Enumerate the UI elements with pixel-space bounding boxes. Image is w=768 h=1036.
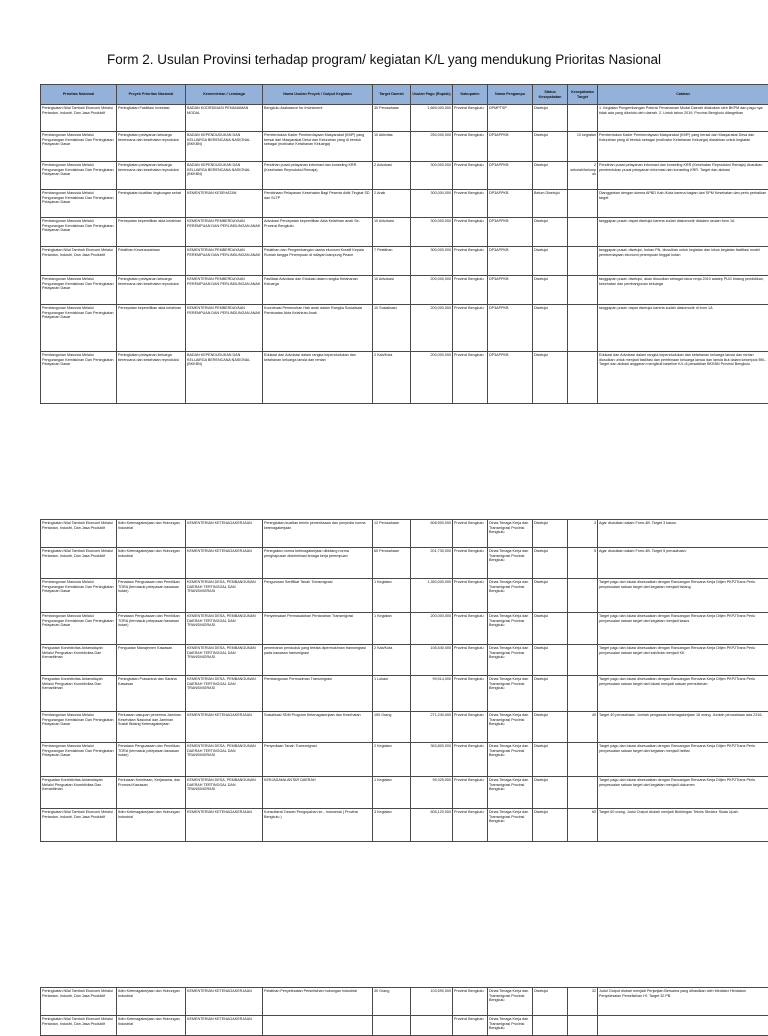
usulan-cell: Konsultansi Dewan Pengupahan se - Indonesia ( Provinsi Bengkulu ) — [263, 809, 373, 842]
prioritas-cell: Peningkatan Nilai Tambah Ekonomi Melalui Pertanian, Industri, Dan Jasa Produktif — [41, 247, 117, 276]
catatan-cell: Target pagu dan lokasi disesuaikan dengan Rancangan Rencana Kerja Ditjen PKP2Trans Perlu penyesuaian satuan target dari kegiatan menjadi bidang — [598, 579, 768, 613]
table-row — [41, 218, 768, 247]
kesepakatan-cell — [568, 579, 598, 613]
usulan-cell: Penyediaan Tanah Transmigrasi — [263, 743, 373, 777]
status-cell: Disetujui — [533, 162, 568, 190]
proyek-cell: Penguatan Manajemen Kawasan — [117, 645, 186, 676]
pagu-cell: 363,800,000 — [411, 743, 453, 777]
kabupaten-cell: Provinsi Bengkulu — [453, 579, 488, 613]
kabupaten-cell: Provinsi Bengkulu — [453, 712, 488, 743]
status-cell: Disetujui — [533, 613, 568, 645]
kementerian-cell: KEMENTERIAN DESA, PEMBANGUNAN DAERAH TERTINGGAL DAN TRANSMIGRASI — [186, 676, 263, 712]
status-cell: Disetujui — [533, 352, 568, 404]
target-cell: 2 Kab/Kota — [373, 645, 411, 676]
catatan-cell: tanggapan pusat: dapat disetujui karena sudah diakomodir didalam usulan form 1A — [598, 218, 768, 247]
proyek-cell: Percepatan kepemilikan akta kelahiran — [117, 218, 186, 247]
catatan-cell: Target pagu dan lokasi disesuaikan dengan Rancangan Rencana Kerja Ditjen PKP2Trans Perlu penyesuaian satuan target dari lokasi menjadi satuan permukiman — [598, 676, 768, 712]
column-header: Nama Usulan Proyek / Output Kegiatan — [263, 85, 373, 105]
kesepakatan-cell — [568, 190, 598, 218]
kementerian-cell: KEMENTERIAN PEMBERDAYAAN PEREMPUAN DAN PERLINDUNGAN ANAK — [186, 305, 263, 352]
pengampu-cell: DP3APPKB — [488, 352, 533, 404]
target-cell: 1 Kegiatan — [373, 579, 411, 613]
target-cell: 10 Aktivitas — [373, 132, 411, 162]
catatan-cell: tanggapan pusat: dapat disetujui karena sudah diakomodir di form 1A — [598, 305, 768, 352]
kesepakatan-cell — [568, 645, 598, 676]
usulan-cell: Pelatihan dan Pengembangan usaha ekonomi Kreatif Kepala Rumah tangga Perempuan di wilayah kampung Peace — [263, 247, 373, 276]
status-cell: Disetujui — [533, 988, 568, 1016]
status-cell: Disetujui — [533, 579, 568, 613]
target-cell: 2 Kegiatan — [373, 743, 411, 777]
kabupaten-cell: Provinsi Bengkulu — [453, 676, 488, 712]
kabupaten-cell: Provinsi Bengkulu — [453, 218, 488, 247]
pagu-cell: 200,000,000 — [411, 305, 453, 352]
column-header: Catatan — [598, 85, 768, 105]
kesepakatan-cell — [568, 218, 598, 247]
usulan-cell: Pembangunan Permukiman Transmigrasi — [263, 676, 373, 712]
kesepakatan-cell — [568, 247, 598, 276]
pagu-cell: 1,350,000,000 — [411, 579, 453, 613]
pagu-cell: 250,000,000 — [411, 132, 453, 162]
table-row — [41, 190, 768, 218]
proyek-cell: Penataan Penguasaan dan Pemilikan TORA (termasuk pelepasan kawasan hutan) — [117, 743, 186, 777]
catatan-cell: Agar diusulkan dalam Form-4B. Target 3 kasus. — [598, 520, 768, 548]
pagu-cell: 201,730,000 — [411, 548, 453, 579]
proyek-cell: Peningkatan pelayanan keluarga berencana dan kesehatan reproduksi — [117, 132, 186, 162]
kesepakatan-cell: 60 — [568, 809, 598, 842]
pagu-cell: 103,590,000 — [411, 988, 453, 1016]
kesepakatan-cell — [568, 777, 598, 809]
kementerian-cell: BADAN KEPENDUDUKAN DAN KELUARGA BERENCANA NASIONAL (BKKBN) — [186, 132, 263, 162]
usulan-cell: Fasilitasi Advokasi dan Edukasi dalam rangka Ketahanan Keluarga — [263, 276, 373, 305]
target-cell: 7 Pelatihan — [373, 247, 411, 276]
kesepakatan-cell — [568, 613, 598, 645]
kementerian-cell: KEMENTERIAN DESA, PEMBANGUNAN DAERAH TERTINGGAL DAN TRANSMIGRASI — [186, 579, 263, 613]
usulan-cell: Pembentukan Kader Pemberdayaan Masyarakat (KMP) yang bersal dari Masyarakat Desa dan Kelurahan yang di bentuk sebagai (motivator Ketahanan Keluarga) — [263, 132, 373, 162]
catatan-cell: tanggapan pusat: disetujui, akan diusulkan sebagai lokus renja 2019 adalep PUG bidang pendidikan, kesehatan dan pembangunan keluarga — [598, 276, 768, 305]
catatan-cell: Target pagu dan lokasi disesuaikan dengan Rancangan Rencana Kerja Ditjen PKP2Trans Perlu penyesuaian satuan target dari kegiatan menjadi kasus — [598, 613, 768, 645]
kementerian-cell: KEMENTERIAN KETENAGAKERJAAN — [186, 520, 263, 548]
kementerian-cell: KEMENTERIAN KETENAGAKERJAAN — [186, 1016, 263, 1036]
column-header: Kabupaten — [453, 85, 488, 105]
pengampu-cell: Dinas Tenaga Kerja dan Transmigrasi Provinsi Bengkulu — [488, 645, 533, 676]
usulan-cell: Peningkatan kualitas teknis pemeriksaan dan penyedia norma ketenagakerjaan — [263, 520, 373, 548]
prioritas-cell: Pembangunan Manusia Melalui Pengurangan Kemiskinan Dan Peningkatan Pelayanan Dasar — [41, 132, 117, 162]
prioritas-cell: Pembangunan Manusia Melalui Pengurangan Kemiskinan Dan Peningkatan Pelayanan Dasar — [41, 162, 117, 190]
status-cell: Disetujui — [533, 645, 568, 676]
kabupaten-cell: Provinsi Bengkulu — [453, 305, 488, 352]
status-cell: Disetujui — [533, 218, 568, 247]
status-cell: Disetujui — [533, 305, 568, 352]
kesepakatan-cell: 5 — [568, 548, 598, 579]
table-row — [41, 1016, 768, 1036]
table-row — [41, 676, 768, 712]
usulan-cell: Advokasi Percepatan kepemilikan Akta Kelahiran anak Se-Provinsi Bengkulu — [263, 218, 373, 247]
pengampu-cell: DP3APPKB — [488, 247, 533, 276]
target-cell: 150 Orang — [373, 712, 411, 743]
catatan-cell: Target pagu dan lokasi disesuaikan dengan Rancangan Rencana Kerja Ditjen PKP2Trans Perlu penyesuaian satuan target dari kab/kota menjadi KK — [598, 645, 768, 676]
prioritas-cell: Peningkatan Nilai Tambah Ekonomi Melalui Pertanian, Industri, Dan Jasa Produktif — [41, 548, 117, 579]
prioritas-cell: Pembangunan Manusia Melalui Pengurangan Kemiskinan Dan Peningkatan Pelayanan Dasar — [41, 743, 117, 777]
pengampu-cell: DP3APPKB — [488, 190, 533, 218]
prioritas-cell: Pembangunan Manusia Melalui Pengurangan Kemiskinan Dan Peningkatan Pelayanan Dasar — [41, 190, 117, 218]
column-header: Target Daerah — [373, 85, 411, 105]
kesepakatan-cell — [568, 1016, 598, 1036]
proyek-cell: Iklim Ketenagakerjaan dan Hubungan Industrial — [117, 988, 186, 1016]
pagu-cell — [411, 1016, 453, 1036]
column-header: Status Kesepakatan — [533, 85, 568, 105]
kabupaten-cell: Provinsi Bengkulu — [453, 276, 488, 305]
usulan-cell: Sosialisasi SDM Program Ketenagakerjaan dan Kesehatan — [263, 712, 373, 743]
table-row — [41, 132, 768, 162]
usulan-cell: Penegakan norma ketenagakerjaan dibidang norma penghapusan diskriminasi tenaga kerja perempuan — [263, 548, 373, 579]
prioritas-cell: Peningkatan Nilai Tambah Ekonomi Melalui Pertanian, Industri, Dan Jasa Produktif — [41, 105, 117, 132]
status-cell: Disetujui — [533, 520, 568, 548]
proyek-cell: Perluasan cakupan penerima Jaminan Kesehatan Nasional dan Jaminan Sosial Bidang Ketenagakerjaan — [117, 712, 186, 743]
prioritas-cell: Pembangunan Manusia Melalui Pengurangan Kemiskinan Dan Peningkatan Pelayanan Dasar — [41, 613, 117, 645]
target-cell: 12 Perusahaan — [373, 520, 411, 548]
proyek-cell: Peningkatan Fasilitasi Investasi — [117, 105, 186, 132]
catatan-cell: Judul Output diubah menjadi Perjanjian Bersama yang dihasilkan oleh Mediator Hb/dalam Penyelesaian Perselisihan HI. Target 32 PB. — [598, 988, 768, 1016]
table-row — [41, 162, 768, 190]
catatan-cell — [598, 1016, 768, 1036]
prioritas-cell: Penguatan Konektivitas Antarwilayah Melalui Penguatan Konektivitas Dan Kemaritiman — [41, 777, 117, 809]
status-cell: Disetujui — [533, 712, 568, 743]
pengampu-cell: Dinas Tenaga Kerja dan Transmigrasi Provinsi Bengkulu — [488, 548, 533, 579]
pengampu-cell: Dinas Tenaga Kerja dan Transmigrasi Provinsi Bengkulu — [488, 676, 533, 712]
kesepakatan-cell: 10 kegiatan — [568, 132, 598, 162]
usulan-cell: Pendirian pusat pelayanan informasi dan konseling KRR (Kesehatan Reproduksi Remaja) — [263, 162, 373, 190]
kabupaten-cell: Provinsi Bengkulu — [453, 132, 488, 162]
pengampu-cell: DP3APPKB — [488, 305, 533, 352]
pengampu-cell: DP3APPKB — [488, 162, 533, 190]
column-header: Usulan Pagu (Rupiah) — [411, 85, 453, 105]
kementerian-cell: KEMENTERIAN PEMBERDAYAAN PEREMPUAN DAN PERLINDUNGAN ANAK — [186, 218, 263, 247]
kementerian-cell: KEMENTERIAN DESA, PEMBANGUNAN DAERAH TERTINGGAL DAN TRANSMIGRASI — [186, 645, 263, 676]
column-header: Kementerian / Lembaga — [186, 85, 263, 105]
target-cell: 1 Lokasi — [373, 676, 411, 712]
kementerian-cell: KEMENTERIAN KETENAGAKERJAAN — [186, 809, 263, 842]
status-cell: Disetujui — [533, 777, 568, 809]
kementerian-cell: KEMENTERIAN KETENAGAKERJAAN — [186, 712, 263, 743]
pagu-cell: 200,000,000 — [411, 276, 453, 305]
kabupaten-cell: Provinsi Bengkulu — [453, 1016, 488, 1036]
pagu-cell: 200,000,000 — [411, 352, 453, 404]
target-cell: 3 Kegiatan — [373, 809, 411, 842]
catatan-cell: Target 40 perusahaan. Jumlah pengawas ketenagakerjaan 16 orang. Jumlah perusahaan ada 2316. — [598, 712, 768, 743]
table-row — [41, 305, 768, 352]
kabupaten-cell: Provinsi Bengkulu — [453, 190, 488, 218]
prioritas-cell: Pembangunan Manusia Melalui Pengurangan Kemiskinan Dan Peningkatan Pelayanan Dasar — [41, 579, 117, 613]
pengampu-cell: DP3APPKB — [488, 218, 533, 247]
kementerian-cell: KEMENTERIAN DESA, PEMBANGUNAN DAERAH TERTINGGAL DAN TRANSMIGRASI — [186, 743, 263, 777]
kementerian-cell: KEMENTERIAN KETENAGAKERJAAN — [186, 548, 263, 579]
proyek-cell: Iklim Ketenagakerjaan dan Hubungan Industrial — [117, 520, 186, 548]
usulan-cell: Penyelesaian Permasalahan Pertanahan Transmigrasi — [263, 613, 373, 645]
kesepakatan-cell: 3 — [568, 520, 598, 548]
pengampu-cell: DPMPTSP — [488, 105, 533, 132]
proyek-cell: Iklim Ketenagakerjaan dan Hubungan Industrial — [117, 548, 186, 579]
table-row — [41, 276, 768, 305]
kabupaten-cell: Provinsi Bengkulu — [453, 809, 488, 842]
pengampu-cell: Dinas Tenaga Kerja dan Transmigrasi Provinsi Bengkulu — [488, 712, 533, 743]
usulan-cell: Pengurusan Sertifikat Tanah Transmigrasi — [263, 579, 373, 613]
target-cell: 30 Orang — [373, 988, 411, 1016]
kabupaten-cell: Provinsi Bengkulu — [453, 988, 488, 1016]
table-row — [41, 579, 768, 613]
usulan-cell: Koordinasi Pemenuhan Hak anak dalam Rangka Sosialisasi Pembuatan Akta Kelahiran Anak — [263, 305, 373, 352]
kesepakatan-cell: 40 — [568, 712, 598, 743]
pagu-cell: 106,540,000 — [411, 645, 453, 676]
pagu-cell: 300,000,000 — [411, 162, 453, 190]
table-row — [41, 777, 768, 809]
kabupaten-cell: Provinsi Bengkulu — [453, 520, 488, 548]
proyek-cell: Iklim Ketenagakerjaan dan Hubungan Industrial — [117, 809, 186, 842]
usulan-cell: Pelatihan Penyelesaian Perselisihan hubungan industrial — [263, 988, 373, 1016]
catatan-cell: Edukasi dan Advokasi dalam rangka kependudukan dan ketahanan keluarga lansia dan rentan diusulkan untuk menjadi fasilitasi dan pembinaan keluarga lansia dan lansia ikut dalam kelompok BKL. Target dan alokasi anggaran mengikuti baseline K/L di perwakilan BKKBN Provinsi Bengkulu — [598, 352, 768, 404]
prioritas-cell: Peningkatan Nilai Tambah Ekonomi Melalui Pertanian, Industri, Dan Jasa Produktif — [41, 809, 117, 842]
kementerian-cell: KEMENTERIAN KESEHATAN — [186, 190, 263, 218]
table-row — [41, 645, 768, 676]
status-cell: Disetujui — [533, 548, 568, 579]
proyek-cell: Iklim Ketenagakerjaan dan Hubungan Industrial — [117, 1016, 186, 1036]
kementerian-cell: BADAN KEPENDUDUKAN DAN KELUARGA BERENCANA NASIONAL (BKKBN) — [186, 162, 263, 190]
pagu-cell: 1,665,000,000 — [411, 105, 453, 132]
proyek-cell: Penataan Penguasaan dan Pemilikan TORA (termasuk pelepasan kawasan hutan) — [117, 579, 186, 613]
status-cell: Disetujui — [533, 743, 568, 777]
pengampu-cell: Dinas Tenaga Kerja dan Transmigrasi Provinsi Bengkulu — [488, 988, 533, 1016]
proyek-cell: Peningkatan pelayanan keluarga berencana dan kesehatan reproduksi — [117, 352, 186, 404]
kabupaten-cell: Provinsi Bengkulu — [453, 105, 488, 132]
pagu-cell: 99,514,000 — [411, 676, 453, 712]
target-cell: 2 Kab/Kota — [373, 352, 411, 404]
catatan-cell: tanggapan pusat: disetujui, bukan PN, diusulkan untuk kegiatan dan lokus kegiatan fasilitasi model pemberdayaan ekonomi perempuan tinggal hutan — [598, 247, 768, 276]
prioritas-cell: Peningkatan Nilai Tambah Ekonomi Melalui Pertanian, Industri, Dan Jasa Produktif — [41, 520, 117, 548]
target-cell: 10 Advokasi — [373, 276, 411, 305]
catatan-cell: Target pagu dan lokasi disesuaikan dengan Rancangan Rencana Kerja Ditjen PKP2Trans Perlu penyesuaian satuan target dari kegiatan menjadi hektar — [598, 743, 768, 777]
prioritas-cell: Penguatan Konektivitas Antarwilayah Melalui Penguatan Konektivitas Dan Kemaritiman — [41, 676, 117, 712]
pagu-cell: 300,000,000 — [411, 190, 453, 218]
catatan-cell: Pendirian pusat pelayanan informasi dan konseling KRR (Kesehatan Reproduksi Remaja) diusulkan pembentukan pusat pelayanan informasi dan konseling KRR. Target dan alokasi — [598, 162, 768, 190]
catatan-cell: 1. Kegiatan Pengembangan Potensi Penanaman Modal Daerah dilakukan oleh BKPM dan pagu nya tidak ada yang dikelola oleh daerah. 2. Untuk tahun 2019, Provinsi Bengkulu ditargetkan — [598, 105, 768, 132]
kementerian-cell: KEMENTERIAN DESA, PEMBANGUNAN DAERAH TERTINGGAL DAN TRANSMIGRASI — [186, 613, 263, 645]
kabupaten-cell: Provinsi Bengkulu — [453, 162, 488, 190]
table-row — [41, 520, 768, 548]
kesepakatan-cell — [568, 105, 598, 132]
status-cell: Belum Disetujui — [533, 190, 568, 218]
table-row — [41, 743, 768, 777]
pengampu-cell: DP3APPKB — [488, 276, 533, 305]
pengampu-cell: Dinas Tenaga Kerja dan Transmigrasi Provinsi Bengkulu — [488, 613, 533, 645]
target-cell: 10 Advokasi — [373, 218, 411, 247]
table-row — [41, 613, 768, 645]
pagu-cell: 300,000,000 — [411, 218, 453, 247]
prioritas-cell: Peningkatan Nilai Tambah Ekonomi Melalui Pertanian, Industri, Dan Jasa Produktif — [41, 1016, 117, 1036]
pengampu-cell: Dinas Tenaga Kerja dan Transmigrasi Provinsi Bengkulu — [488, 520, 533, 548]
kabupaten-cell: Provinsi Bengkulu — [453, 548, 488, 579]
status-cell: Disetujui — [533, 676, 568, 712]
kesepakatan-cell — [568, 276, 598, 305]
kesepakatan-cell — [568, 305, 598, 352]
table-row — [41, 809, 768, 842]
table-row — [41, 247, 768, 276]
kesepakatan-cell: 32 — [568, 988, 598, 1016]
kementerian-cell: KEMENTERIAN KETENAGAKERJAAN — [186, 988, 263, 1016]
proyek-cell: Peningkatan pelayanan keluarga berencana dan kesehatan reproduksi — [117, 162, 186, 190]
table-row — [41, 988, 768, 1016]
table-row — [41, 352, 768, 404]
proposal-table-3 — [40, 987, 768, 1036]
kesepakatan-cell — [568, 676, 598, 712]
status-cell: Disetujui — [533, 247, 568, 276]
status-cell: Disetujui — [533, 105, 568, 132]
pagu-cell: 200,000,000 — [411, 613, 453, 645]
kementerian-cell: BADAN KOORDINASI PENANAMAN MODAL — [186, 105, 263, 132]
kementerian-cell: BADAN KEPENDUDUKAN DAN KELUARGA BERENCANA NASIONAL (BKKBN) — [186, 352, 263, 404]
prioritas-cell: Penguatan Konektivitas Antarwilayah Melalui Penguatan Konektivitas Dan Kemaritiman — [41, 645, 117, 676]
target-cell: 1 Kegiatan — [373, 613, 411, 645]
target-cell: 2 Anak — [373, 190, 411, 218]
status-cell: Disetujui — [533, 809, 568, 842]
kementerian-cell: KEMENTERIAN PEMBERDAYAAN PEREMPUAN DAN PERLINDUNGAN ANAK — [186, 276, 263, 305]
target-cell: 2 Advokasi — [373, 162, 411, 190]
proyek-cell: Pelatihan Kewirausahaan — [117, 247, 186, 276]
prioritas-cell: Pembangunan Manusia Melalui Pengurangan Kemiskinan Dan Peningkatan Pelayanan Dasar — [41, 218, 117, 247]
pagu-cell: 300,000,000 — [411, 247, 453, 276]
proyek-cell: Percepatan kepemilikan akta kelahiran — [117, 305, 186, 352]
kesepakatan-cell — [568, 352, 598, 404]
proposal-table-2 — [40, 519, 768, 842]
catatan-cell: Dianggarkan dengan skema APBD Kab./Kota karena bagian dari SPM Kesehatan dan perlu perbaikan target — [598, 190, 768, 218]
table-row — [41, 105, 768, 132]
catatan-cell: Target 60 orang. Judul Output diubah menjadi Bimbingan Teknis Struktur Skala Upah. — [598, 809, 768, 842]
pagu-cell: 99,325,000 — [411, 777, 453, 809]
kabupaten-cell: Provinsi Bengkulu — [453, 777, 488, 809]
column-header: Nama Pengampu — [488, 85, 533, 105]
pagu-cell: 608,900,000 — [411, 520, 453, 548]
table-row — [41, 712, 768, 743]
kementerian-cell: KEMENTERIAN PEMBERDAYAAN PEREMPUAN DAN PERLINDUNGAN ANAK — [186, 247, 263, 276]
catatan-cell: Pembentukan Kader Pemberdayaan Masyarakat (KMP) yang bersal dari Masyarakat Desa dan Kelurahan yang di bentuk sebagai (motivator Ketahanan Keluarga) diarahkan untuk kegiatan — [598, 132, 768, 162]
pengampu-cell: DP3APPKB — [488, 132, 533, 162]
kabupaten-cell: Provinsi Bengkulu — [453, 247, 488, 276]
column-header: Proyek Prioritas Nasional — [117, 85, 186, 105]
prioritas-cell: Peningkatan Nilai Tambah Ekonomi Melalui Pertanian, Industri, Dan Jasa Produktif — [41, 988, 117, 1016]
prioritas-cell: Pembangunan Manusia Melalui Pengurangan Kemiskinan Dan Peningkatan Pelayanan Dasar — [41, 305, 117, 352]
catatan-cell: Target pagu dan lokasi disesuaikan dengan Rancangan Rencana Kerja Ditjen PKP2Trans Perlu penyesuaian satuan target dari kegiatan menjadi dokumen — [598, 777, 768, 809]
pengampu-cell: Dinas Tenaga Kerja dan Transmigrasi Provinsi Bengkulu — [488, 743, 533, 777]
table-header — [41, 85, 768, 105]
target-cell: 30 Perusahaan — [373, 105, 411, 132]
column-header: Prioritas Nasional — [41, 85, 117, 105]
proyek-cell: Peningkatan kualitas lingkungan sehat — [117, 190, 186, 218]
pagu-cell: 271,240,000 — [411, 712, 453, 743]
status-cell — [533, 1016, 568, 1036]
target-cell: 1 Kegiatan — [373, 777, 411, 809]
prioritas-cell: Pembangunan Manusia Melalui Pengurangan Kemiskinan Dan Peningkatan Pelayanan Dasar — [41, 352, 117, 404]
target-cell — [373, 1016, 411, 1036]
usulan-cell: Pembinaan Pelayanan Kesehatan Bagi Peserta didik Tingkat SD dan SLTP — [263, 190, 373, 218]
proyek-cell: Peningkatan pelayanan keluarga berencana dan kesehatan reproduksi — [117, 276, 186, 305]
pagu-cell: 605,120,000 — [411, 809, 453, 842]
kabupaten-cell: Provinsi Bengkulu — [453, 645, 488, 676]
proyek-cell: Peningkatan Prasarana dan Sarana Kawasan — [117, 676, 186, 712]
prioritas-cell: Pembangunan Manusia Melalui Pengurangan Kemiskinan Dan Peningkatan Pelayanan Dasar — [41, 276, 117, 305]
kabupaten-cell: Provinsi Bengkulu — [453, 352, 488, 404]
kementerian-cell: KEMENTERIAN DESA, PEMBANGUNAN DAERAH TERTINGGAL DAN TRANSMIGRASI — [186, 777, 263, 809]
column-header: Kesepakatan Target — [568, 85, 598, 105]
usulan-cell: penerbaran penduduk yang tertata dipermukiman transmigrasi pada kawasan transmigrasi — [263, 645, 373, 676]
kesepakatan-cell — [568, 743, 598, 777]
proposal-table-1 — [40, 84, 768, 404]
usulan-cell: KERJASAMA ANTAR DAERAH — [263, 777, 373, 809]
usulan-cell: Bengkulu Assistance for Investment — [263, 105, 373, 132]
kabupaten-cell: Provinsi Bengkulu — [453, 743, 488, 777]
pengampu-cell: Dinas Tenaga Kerja dan Transmigrasi Provinsi Bengkulu — [488, 777, 533, 809]
status-cell: Disetujui — [533, 132, 568, 162]
table-row — [41, 548, 768, 579]
prioritas-cell: Pembangunan Manusia Melalui Pengurangan Kemiskinan Dan Peningkatan Pelayanan Dasar — [41, 712, 117, 743]
kesepakatan-cell: 2 sekolah/kelompok — [568, 162, 598, 190]
pengampu-cell: Dinas Tenaga Kerja dan Transmigrasi Provinsi Bengkulu — [488, 809, 533, 842]
pengampu-cell: Dinas Tenaga Kerja dan Transmigrasi Provinsi Bengkulu — [488, 1016, 533, 1036]
usulan-cell: Edukasi dan Advokasi dalam rangka kependudukan dan ketahanan keluarga lansia dan rentan — [263, 352, 373, 404]
target-cell: 60 Perusahaan — [373, 548, 411, 579]
status-cell: Disetujui — [533, 276, 568, 305]
usulan-cell — [263, 1016, 373, 1036]
page-title: Form 2. Usulan Provinsi terhadap program/ kegiatan K/L yang mendukung Prioritas Nasional — [0, 52, 768, 67]
pengampu-cell: Dinas Tenaga Kerja dan Transmigrasi Provinsi Bengkulu — [488, 579, 533, 613]
catatan-cell: Agar diusulkan dalam Form-4B. Target 5 perusahaan. — [598, 548, 768, 579]
proyek-cell: Penataan Penguasaan dan Pemilikan TORA (termasuk pelepasan kawasan hutan) — [117, 613, 186, 645]
proyek-cell: Perluasan Kemitraan, Kerjasama, dan Promosi Kawasan — [117, 777, 186, 809]
target-cell: 10 Sosialisasi — [373, 305, 411, 352]
kabupaten-cell: Provinsi Bengkulu — [453, 613, 488, 645]
